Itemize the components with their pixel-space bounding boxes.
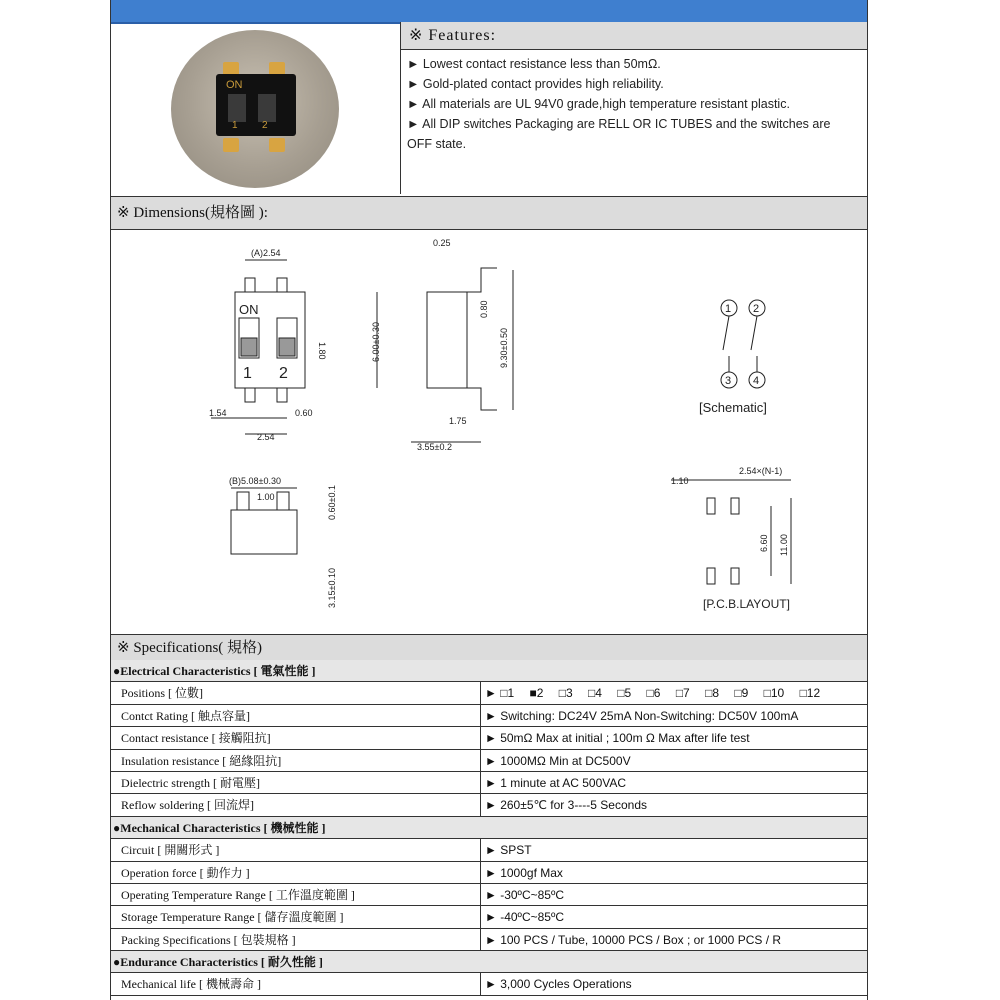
- pcb-caption: [P.C.B.LAYOUT]: [703, 597, 790, 611]
- schematic-caption: [Schematic]: [699, 400, 767, 415]
- position-option: □3: [558, 686, 573, 701]
- front-view-body: [231, 510, 297, 554]
- table-row: [111, 884, 867, 906]
- dimension-drawings: [111, 230, 867, 630]
- row-label: Reflow soldering [ 回流焊]: [111, 794, 481, 815]
- dim-label: 6.60: [759, 534, 769, 552]
- schematic-switch: [751, 316, 757, 350]
- endurance-section: ●Endurance Characteristics [ 耐久性能 ]: [111, 951, 867, 973]
- pcb-pad: [707, 498, 715, 514]
- feature-item: ► All DIP switches Packaging are RELL OR IC TUBES and the switches are: [407, 117, 831, 131]
- bottom-pin: [277, 388, 287, 402]
- row-label: Positions [ 位數]: [111, 682, 481, 703]
- dim-label: 1.75: [449, 416, 467, 426]
- schematic-label-2: 2: [753, 303, 760, 315]
- dim-label: 2.54×(N-1): [739, 466, 783, 476]
- schematic-label-3: 3: [725, 375, 732, 387]
- position-option: □12: [799, 686, 821, 701]
- schematic-label-1: 1: [725, 303, 732, 315]
- row-label: Operation force [ 動作力 ]: [111, 862, 481, 883]
- photo-number-2: 2: [262, 120, 268, 131]
- table-row: [111, 862, 867, 884]
- feature-item: ► Gold-plated contact provides high reliability.: [407, 77, 664, 91]
- terminal-pad: [223, 138, 239, 152]
- row-value: ► 260±5℃ for 3----5 Seconds: [485, 798, 648, 813]
- side-lead-top: [467, 268, 497, 292]
- table-row: [111, 929, 867, 951]
- row-value: ► -30ºC~85ºC: [485, 887, 565, 902]
- datasheet: [110, 0, 868, 1000]
- features-heading: ※ Features:: [401, 22, 867, 50]
- dim-label: 6.00±0.30: [371, 322, 381, 362]
- dim-label: (B)5.08±0.30: [229, 476, 281, 486]
- side-lead-bottom: [467, 388, 497, 410]
- mechanical-section: ●Mechanical Characteristics [ 機械性能 ]: [111, 817, 867, 839]
- features-list: [407, 54, 857, 154]
- dimension-drawings-svg: [111, 230, 867, 630]
- product-photo: [111, 22, 401, 194]
- table-row: [111, 973, 867, 995]
- dimensions-heading: ※ Dimensions(規格圖 ):: [111, 196, 867, 230]
- table-row: [111, 772, 867, 794]
- feature-item: ► All materials are UL 94V0 grade,high temperature resistant plastic.: [407, 97, 790, 111]
- top-banner: [111, 0, 867, 24]
- row-value: ► 1000gf Max: [485, 865, 563, 880]
- row-label: Dielectric strength [ 耐電壓]: [111, 772, 481, 793]
- position-option: □8: [705, 686, 719, 701]
- feature-item: ► Lowest contact resistance less than 50mΩ.: [407, 57, 661, 71]
- dim-label: (A)2.54: [251, 248, 281, 258]
- schematic-switch: [723, 316, 729, 350]
- position-option: ■2: [529, 686, 544, 701]
- actuator-1: [241, 338, 257, 356]
- row-value: ► 1000MΩ Min at DC500V: [485, 753, 631, 768]
- position-option: □10: [763, 686, 785, 701]
- dim-label: 11.00: [779, 534, 789, 556]
- row-label: Contct Rating [ 触点容量]: [111, 705, 481, 726]
- row-label: Contact resistance [ 接觸阻抗]: [111, 727, 481, 748]
- bottom-pin: [245, 388, 255, 402]
- row-value: ► Switching: DC24V 25mA Non-Switching: DC50V 100mA: [485, 708, 799, 723]
- on-label: ON: [239, 302, 259, 317]
- dim-label: 1.10: [671, 476, 689, 486]
- position-option: ► □1: [485, 686, 515, 701]
- dim-label: 0.60: [295, 408, 313, 418]
- feature-item: OFF state.: [407, 137, 467, 151]
- dim-label: 0.25: [433, 238, 451, 248]
- pcb-pad: [707, 568, 715, 584]
- switch-slot: [258, 94, 276, 122]
- switch-number-1: 1: [243, 365, 252, 382]
- position-option: □7: [675, 686, 690, 701]
- dim-label: 1.80: [317, 342, 327, 360]
- row-label: Packing Specifications [ 包裝規格 ]: [111, 929, 481, 950]
- dim-label: 1.54: [209, 408, 227, 418]
- position-option: □6: [646, 686, 661, 701]
- table-row: [111, 727, 867, 749]
- row-value: ► 50mΩ Max at initial ; 100m Ω Max after life test: [485, 731, 750, 746]
- schematic-label-4: 4: [753, 375, 760, 387]
- photo-on-label: ON: [226, 79, 243, 91]
- dim-label: 3.55±0.2: [417, 442, 452, 452]
- terminal-pad: [269, 138, 285, 152]
- specifications-heading: ※ Specifications( 規格): [111, 634, 867, 662]
- dim-label: 3.15±0.10: [327, 568, 337, 608]
- photo-number-1: 1: [232, 120, 238, 131]
- pcb-pad: [731, 498, 739, 514]
- dim-label: 0.80: [479, 300, 489, 318]
- row-label: Operating Temperature Range [ 工作溫度範圍 ]: [111, 884, 481, 905]
- row-label: Storage Temperature Range [ 儲存溫度範圍 ]: [111, 906, 481, 927]
- dim-label: 2.54: [257, 432, 275, 442]
- switch-number-2: 2: [279, 365, 288, 382]
- table-row: [111, 705, 867, 727]
- side-view-body: [427, 292, 467, 388]
- table-row: [111, 750, 867, 772]
- row-value: ► SPST: [485, 843, 532, 858]
- top-pin: [277, 278, 287, 292]
- dim-label: 9.30±0.50: [499, 328, 509, 368]
- row-label: Mechanical life [ 機械壽命 ]: [111, 973, 481, 994]
- switch-slot: [228, 94, 246, 122]
- position-option: □9: [734, 686, 749, 701]
- table-row: [111, 906, 867, 928]
- row-value: ► -40ºC~85ºC: [485, 910, 565, 925]
- actuator-2: [279, 338, 295, 356]
- dim-label: 0.60±0.1: [327, 485, 337, 520]
- front-actuator: [237, 492, 249, 510]
- positions-options: [483, 682, 867, 703]
- row-value: ► 3,000 Cycles Operations: [485, 977, 632, 992]
- dim-label: 1.00: [257, 492, 275, 502]
- row-value: ► 100 PCS / Tube, 10000 PCS / Box ; or 1000 PCS / R: [485, 932, 782, 947]
- electrical-section: ●Electrical Characteristics [ 電氣性能 ]: [111, 660, 867, 682]
- table-row: [111, 839, 867, 861]
- row-label: Insulation resistance [ 絕緣阻抗]: [111, 750, 481, 771]
- front-actuator: [277, 492, 289, 510]
- top-pin: [245, 278, 255, 292]
- position-option: □4: [588, 686, 602, 701]
- table-row: [111, 682, 867, 704]
- row-label: Circuit [ 開關形式 ]: [111, 839, 481, 860]
- table-row: [111, 794, 867, 816]
- specs-table: [111, 660, 867, 996]
- row-value: ► 1 minute at AC 500VAC: [485, 775, 627, 790]
- pcb-pad: [731, 568, 739, 584]
- dip-switch-body: [216, 74, 296, 136]
- position-option: □5: [617, 686, 632, 701]
